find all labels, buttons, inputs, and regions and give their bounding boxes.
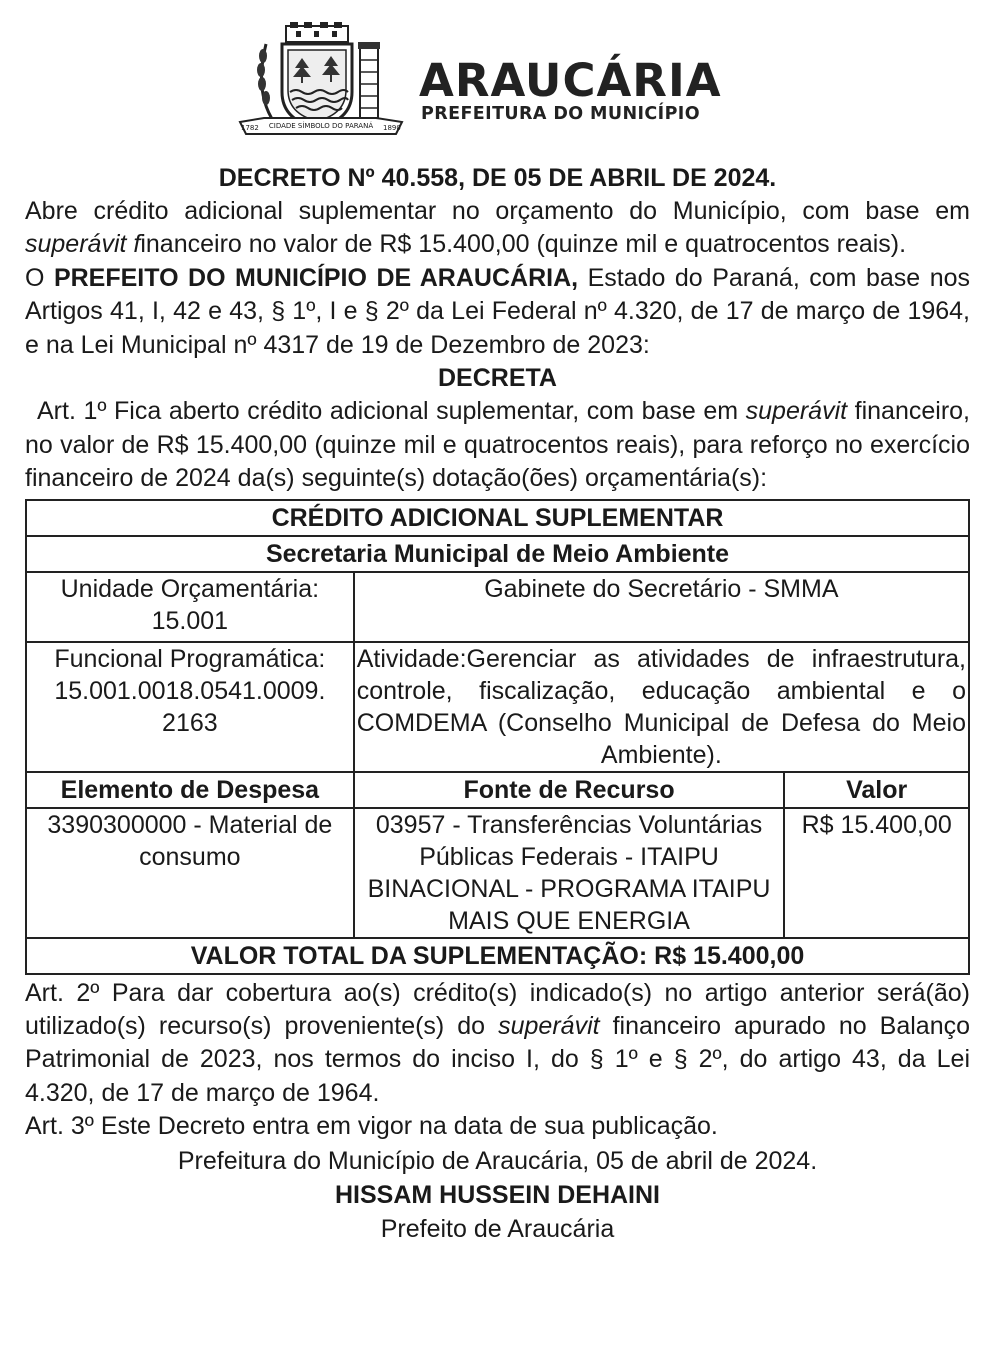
- funcional-value: Atividade:Gerenciar as atividades de infraestrutura, controle, fiscalização, educação ambiental e o COMDEMA (Conselho Municipal de Defesa do Meio Ambiente).: [354, 642, 969, 772]
- funcional-code-suffix: 2163: [162, 708, 218, 737]
- decree-title: DECRETO Nº 40.558, DE 05 DE ABRIL DE 2024.: [218, 164, 777, 192]
- credit-table: [25, 499, 970, 975]
- header-fonte: Fonte de Recurso: [354, 772, 785, 808]
- decree-summary: Abre crédito adicional suplementar no orçamento do Município, com base em superávit financeiro no valor de R$ 15.400,00 (quinze mil e quatrocentos reais).: [25, 197, 970, 259]
- signer-role: Prefeito de Araucária: [380, 1214, 615, 1243]
- table-title: CRÉDITO ADICIONAL SUPLEMENTAR: [26, 500, 969, 536]
- letterhead: [25, 0, 970, 155]
- cell-fonte: 03957 - Transferências Voluntárias Públicas Federais - ITAIPU BINACIONAL - PROGRAMA ITAIPU MAIS QUE ENERGIA: [354, 808, 785, 938]
- article-2: Art. 2º Para dar cobertura ao(s) crédito(s) indicado(s) no artigo anterior será(ão) utilizado(s) recurso(s) proveniente(s) do superávit financeiro apurado no Balanço Patrimonial de 2023, nos termos do inciso I, do § 1º e § 2º, do artigo 43, da Lei 4.320, de 17 de março de 1964.: [25, 978, 970, 1107]
- decreta-heading: DECRETA: [438, 364, 557, 393]
- brand-name: ARAUCÁRIA: [419, 54, 722, 107]
- table-secretaria: Secretaria Municipal de Meio Ambiente: [26, 536, 969, 572]
- crest-year-right: 1890: [383, 124, 401, 132]
- cell-valor: R$ 15.400,00: [784, 808, 969, 938]
- header-valor: Valor: [784, 772, 969, 808]
- signer-name: HISSAM HUSSEIN DEHAINI: [334, 1180, 661, 1209]
- table-total: VALOR TOTAL DA SUPLEMENTAÇÃO: R$ 15.400,00: [26, 938, 969, 974]
- unidade-value: Gabinete do Secretário - SMMA: [354, 572, 969, 642]
- article-3: Art. 3º Este Decreto entra em vigor na data de sua publicação.: [25, 1112, 718, 1141]
- place-date: Prefeitura do Município de Araucária, 05 de abril de 2024.: [177, 1146, 818, 1175]
- funcional-label-cell: [26, 642, 354, 772]
- decree-preamble: O PREFEITO DO MUNICÍPIO DE ARAUCÁRIA, Estado do Paraná, com base nos Artigos 41, I, 42 e 43, § 1º, I e § 2º da Lei Federal nº 4.320, de 17 de março de 1964, e na Lei Municipal nº 4317 de 19 de Dezembro de 2023:: [25, 263, 970, 359]
- article-1: Art. 1º Fica aberto crédito adicional suplementar, com base em superávit financeiro, no valor de R$ 15.400,00 (quinze mil e quatrocentos reais), para reforço no exercício financeiro de 2024 da(s) seguinte(s) dotação(ões) orçamentária(s):: [25, 397, 970, 493]
- crest-ribbon-text: CIDADE SÍMBOLO DO PARANÁ: [268, 122, 374, 130]
- funcional-label: Funcional Programática:: [54, 644, 326, 673]
- cell-elemento: 3390300000 - Material de consumo: [26, 808, 354, 938]
- unidade-code: 15.001: [151, 606, 229, 635]
- decree-page: [25, 0, 970, 1246]
- unidade-label: Unidade Orçamentária:: [60, 574, 320, 603]
- brand-subtitle: PREFEITURA DO MUNICÍPIO: [421, 104, 700, 124]
- brand: [419, 54, 779, 124]
- funcional-code: 15.001.0018.0541.0009.: [54, 676, 326, 705]
- crest-year-left: 1782: [241, 124, 259, 132]
- signature-block: [25, 1144, 970, 1246]
- header-elemento: Elemento de Despesa: [26, 772, 354, 808]
- unidade-label-cell: [26, 572, 354, 642]
